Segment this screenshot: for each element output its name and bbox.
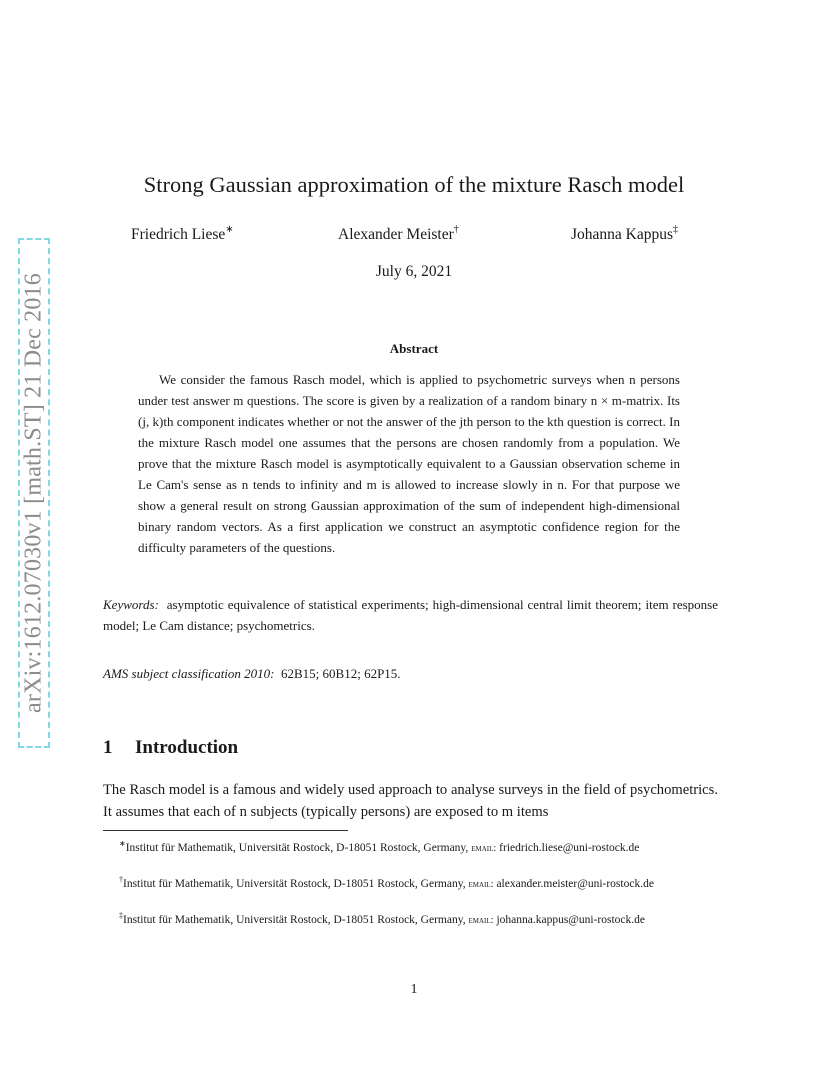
footnote-2 (103, 871, 718, 894)
footnote-mark: † (119, 875, 123, 884)
abstract-heading: Abstract (389, 341, 439, 356)
footnote-affiliation: Institut für Mathematik, Universität Rostock, D-18051 Rostock, Germany, (123, 877, 466, 890)
author-name: Johanna Kappus (571, 226, 674, 244)
footnote-mark: ‡ (119, 911, 123, 920)
author-mark: ∗ (225, 224, 234, 235)
section-heading (103, 737, 238, 759)
footnote-3 (103, 907, 718, 930)
author-mark: † (453, 224, 459, 235)
ams-classification (103, 666, 401, 682)
author-name: Alexander Meister (338, 226, 454, 244)
keywords-text: asymptotic equivalence of statistical experiments; high-dimensional central limit theorem; item response model; Le Cam distance; psychometrics. (103, 597, 718, 633)
author-1 (131, 225, 234, 244)
intro-paragraph: The Rasch model is a famous and widely used approach to analyse surveys in the field of psychometrics. It assumes that each of n subjects (typically persons) are exposed to m items (103, 782, 718, 820)
arxiv-id: arXiv:1612.07030v1 [math.ST] 21 Dec 2016 (20, 273, 47, 713)
footnote-email: alexander.meister@uni-rostock.de (496, 877, 654, 890)
ams-text: 62B15; 60B12; 62P15. (281, 666, 401, 681)
keywords (103, 594, 718, 636)
footnote-1 (103, 835, 718, 858)
abstract-text: We consider the famous Rasch model, which is applied to psychometric surveys when n persons under test answer m questions. The score is given by a realization of a random binary n × m-matrix. Its (j, k)th component indicates whether or not the answer of the jth person to the kth question is correct. In the mixture Rasch model one assumes that the persons are chosen randomly from a population. We prove that the mixture Rasch model is asymptotically equivalent to a Gaussian observation scheme in Le Cam's sense as n tends to infinity and m is allowed to increase slowly in n. For that purpose we show a general result on strong Gaussian approximation of the sum of independent high-dimensional binary random vectors. As a first application we construct an asymptotic confidence region for the difficulty parameters of the questions. (138, 372, 680, 555)
keywords-label: Keywords: (103, 597, 159, 612)
page-number: 1 (410, 982, 418, 997)
footnote-affiliation: Institut für Mathematik, Universität Rostock, D-18051 Rostock, Germany, (125, 841, 469, 854)
paper-title: Strong Gaussian approximation of the mixture Rasch model (143, 172, 685, 197)
paper-date: July 6, 2021 (375, 263, 453, 280)
footnote-affiliation: Institut für Mathematik, Universität Rostock, D-18051 Rostock, Germany, (123, 913, 466, 926)
email-label: email: (468, 914, 494, 926)
email-label: email: (471, 842, 497, 854)
footnote-email: johanna.kappus@uni-rostock.de (496, 913, 646, 926)
footnote-rule (103, 830, 348, 831)
author-mark: ‡ (673, 224, 679, 235)
footnote-mark: ∗ (119, 839, 126, 848)
section-number: 1 (103, 737, 113, 758)
author-3 (571, 225, 678, 244)
ams-label: AMS subject classification 2010: (103, 666, 275, 681)
author-name: Friedrich Liese (131, 226, 226, 244)
section-title: Introduction (135, 737, 239, 758)
arxiv-stamp (18, 238, 50, 748)
footnote-email: friedrich.liese@uni-rostock.de (499, 841, 640, 854)
email-label: email: (468, 878, 494, 890)
author-2 (338, 225, 459, 244)
